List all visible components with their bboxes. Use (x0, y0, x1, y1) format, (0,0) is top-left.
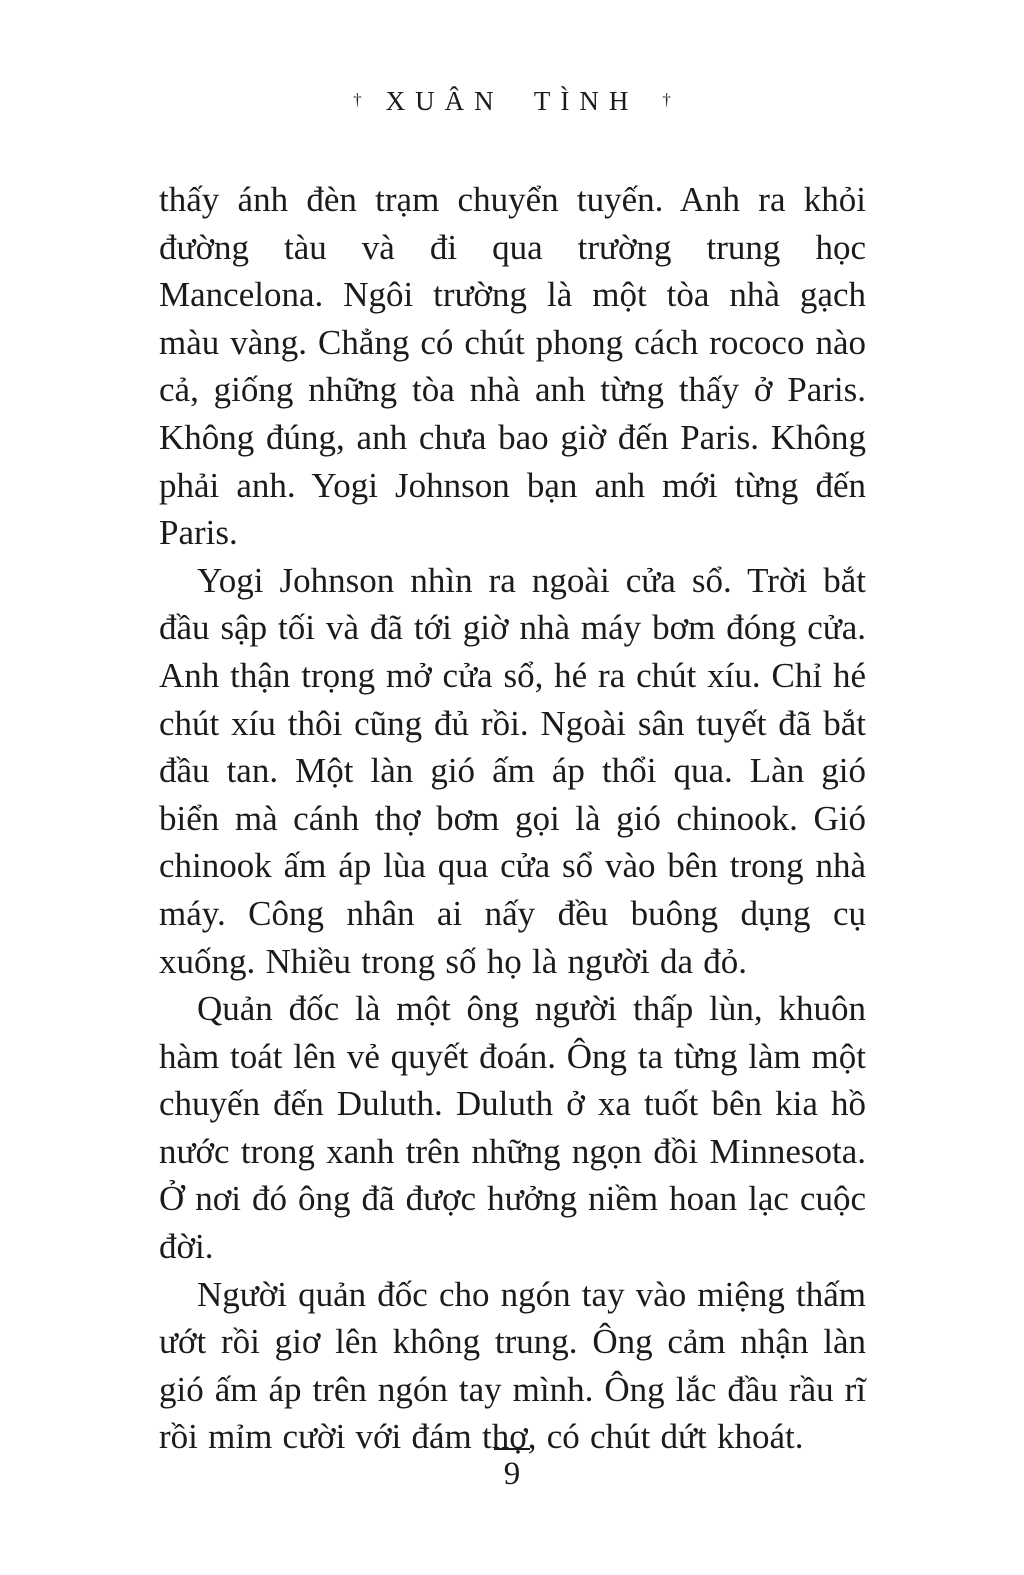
paragraph: Yogi Johnson nhìn ra ngoài cửa sổ. Trời bắt đầu sập tối và đã tới giờ nhà máy bơm đóng cửa. Anh thận trọng mở cửa sổ, hé ra chút xíu. Chỉ hé chút xíu thôi cũng đủ rồi. Ngoài sân tuyết đã bắt đầu tan. Một làn gió ấm áp thổi qua. Làn gió biển mà cánh thợ bơm gọi là gió chinook. Gió chinook ấm áp lùa qua cửa sổ vào bên trong nhà máy. Công nhân ai nấy đều buông dụng cụ xuống. Nhiều trong số họ là người da đỏ. (159, 560, 866, 981)
cross-ornament-icon: † (353, 90, 362, 109)
paragraph: Người quản đốc cho ngón tay vào miệng thấm ướt rồi giơ lên không trung. Ông cảm nhận làn gió ấm áp trên ngón tay mình. Ông lắc đầu rầu rĩ rồi mỉm cười với đám thợ, có chút dứt khoát. (159, 1274, 866, 1457)
page-header (0, 86, 1024, 117)
body-text (159, 176, 866, 1461)
footer-rule (494, 1448, 530, 1450)
page-number: 9 (503, 1456, 521, 1492)
running-title: XUÂN TÌNH (385, 86, 639, 116)
paragraph: Quản đốc là một ông người thấp lùn, khuôn hàm toát lên vẻ quyết đoán. Ông ta từng làm một chuyến đến Duluth. Duluth ở xa tuốt bên kia hồ nước trong xanh trên những ngọn đồi Minnesota. Ở nơi đó ông đã được hưởng niềm hoan lạc cuộc đời. (159, 989, 866, 1267)
cross-ornament-icon: † (662, 90, 671, 109)
page-footer (0, 1448, 1024, 1491)
paragraph-continuation: thấy ánh đèn trạm chuyển tuyến. Anh ra khỏi đường tàu và đi qua trường trung học Mancelona. Ngôi trường là một tòa nhà gạch màu vàng. Chẳng có chút phong cách rococo nào cả, giống những tòa nhà anh từng thấy ở Paris. Không đúng, anh chưa bao giờ đến Paris. Không phải anh. Yogi Johnson bạn anh mới từng đến Paris. (159, 180, 866, 553)
